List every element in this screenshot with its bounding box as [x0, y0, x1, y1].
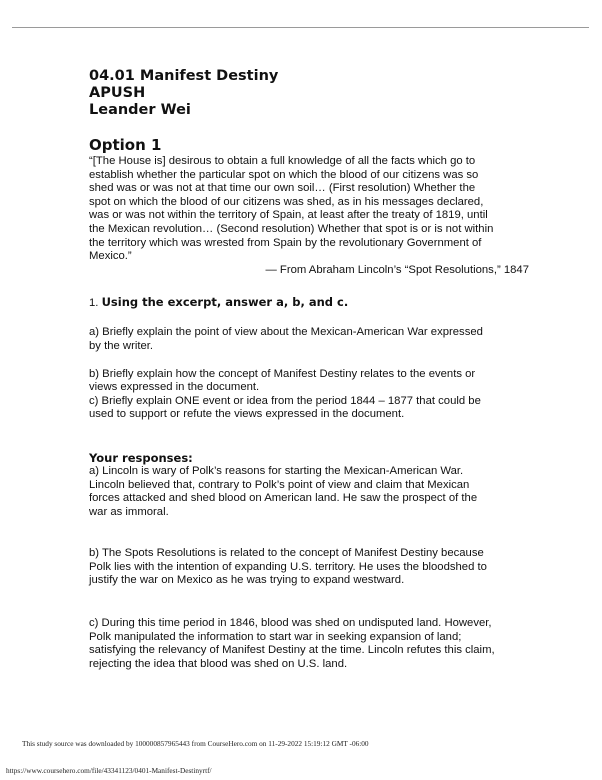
prompt-line: b) Briefly explain how the concept of Manifest Destiny relates to the events or [89, 367, 476, 380]
download-notice: This study source was downloaded by 100000857965443 from CourseHero.com on 11-29-2022 15:19:12 GMT -06:00 [22, 739, 369, 748]
response-c [89, 617, 529, 671]
quote-line: establish whether the particular spot on which the blood of our citizens was so [89, 168, 479, 181]
document-title: 04.01 Manifest Destiny [89, 68, 279, 84]
prompt-b [89, 368, 529, 395]
prompt-line: c) Briefly explain ONE event or idea from the period 1844 – 1877 that could be [89, 394, 481, 407]
excerpt-quote [89, 155, 529, 264]
document-body [89, 68, 529, 671]
response-line: Lincoln believed that, contrary to Polk’s point of view and claim that Mexican [89, 478, 470, 491]
response-line: war as immoral. [89, 505, 169, 518]
quote-line: was or was not within the territory of Spain, at least after the treaty of 1819, until [89, 209, 488, 222]
response-line: forces attacked and shed blood on American land. He saw the prospect of the [89, 492, 478, 505]
quote-line: “[The House is] desirous to obtain a full knowledge of all the facts which go to [89, 155, 476, 167]
quote-line: the territory which was wrested from Spain by the revolutionary Government of [89, 236, 482, 249]
response-line: c) During this time period in 1846, blood was shed on undisputed land. However, [89, 617, 492, 630]
response-line: Polk manipulated the information to start war in seeking expansion of land; [89, 630, 462, 643]
quote-line: spot on which the blood of our citizens was shed, as in his messages declared, [89, 195, 484, 208]
prompt-line: a) Briefly explain the point of view about the Mexican-American War expressed [89, 326, 483, 339]
prompt-line: views expressed in the document. [89, 381, 260, 394]
prompt-line: by the writer. [89, 339, 154, 352]
prompt-a [89, 326, 529, 353]
source-url[interactable]: https://www.coursehero.com/file/43341123/0401-Manifest-Destinyrtf/ [6, 766, 212, 775]
response-line: satisfying the relevancy of Manifest Destiny at the time. Lincoln refutes this claim, [89, 644, 495, 657]
option-title: Option 1 [89, 136, 162, 154]
response-line: rejecting the idea that blood was shed on U.S. land. [89, 657, 348, 670]
quote-line: shed was or was not at that time our own soil… (First resolution) Whether the [89, 182, 476, 195]
question-heading [89, 295, 529, 310]
author-name: Leander Wei [89, 102, 191, 118]
response-line: a) Lincoln is wary of Polk’s reasons for starting the Mexican-American War. [89, 464, 464, 477]
quote-attribution: — From Abraham Lincoln’s “Spot Resolutions,” 1847 [265, 263, 529, 276]
response-a [89, 465, 529, 519]
quote-line: Mexico.” [89, 250, 132, 263]
response-line: justify the war on Mexico as he was trying to expand westward. [89, 574, 405, 587]
prompt-line: used to support or refute the views expressed in the document. [89, 408, 405, 421]
course-name: APUSH [89, 85, 146, 101]
responses-heading: Your responses: [89, 450, 193, 465]
question-number: 1. [89, 297, 102, 310]
response-line: Polk lies with the intention of expanding U.S. territory. He uses the bloodshed to [89, 560, 487, 573]
question-text: Using the excerpt, answer a, b, and c. [101, 295, 349, 310]
top-divider [12, 27, 589, 28]
response-line: b) The Spots Resolutions is related to the concept of Manifest Destiny because [89, 547, 484, 560]
quote-line: the Mexican revolution… (Second resolution) Whether that spot is or is not within [89, 222, 494, 235]
response-b [89, 547, 529, 588]
prompt-c [89, 395, 529, 422]
